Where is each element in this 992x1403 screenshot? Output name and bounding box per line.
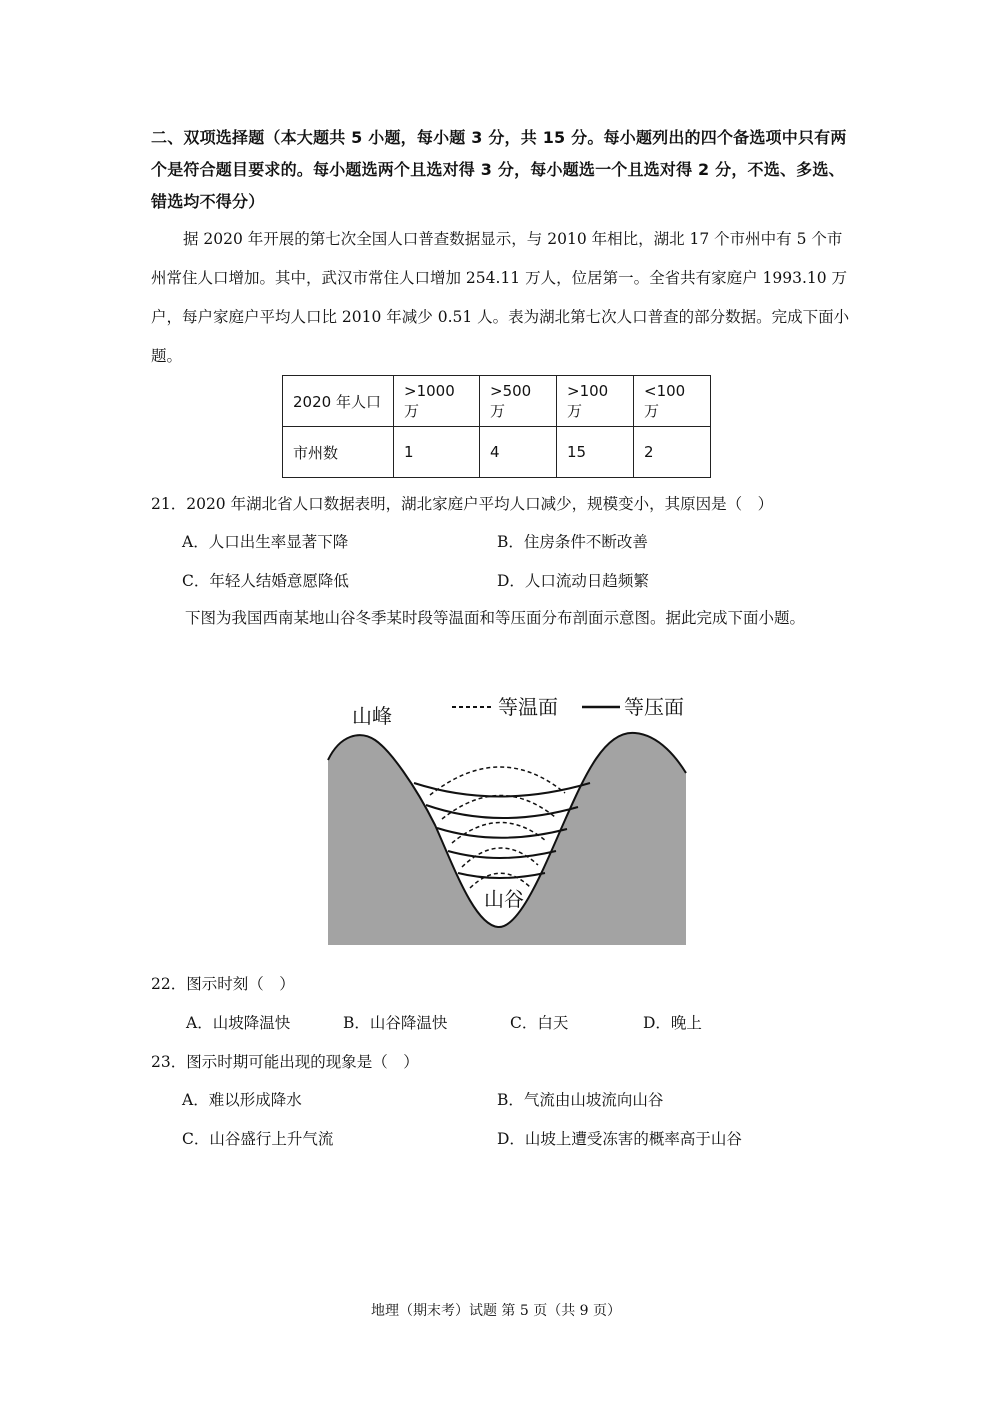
peak-label: 山峰 — [352, 704, 392, 728]
table-cell: 2020 年人口 — [283, 376, 394, 427]
legend-isotherm-label: 等温面 — [498, 695, 558, 719]
table-cell: >500 万 — [480, 376, 557, 427]
table-cell: >100 万 — [557, 376, 634, 427]
passage-population: 据 2020 年开展的第七次全国人口普查数据显示，与 2010 年相比，湖北 17 个市州中有 5 个市州常住人口增加。其中，武汉市常住人口增加 254.11 万人，位居第一。全省共有家庭户 1993.10 万户，每户家庭户平均人口比 2010 年减少 0.51 人。表为湖北第七次人口普查的部分数据。完成下面小题。 — [151, 230, 850, 365]
question-22-option-c[interactable]: C．白天 — [510, 1014, 569, 1032]
question-23-option-d[interactable]: D．山坡上遭受冻害的概率高于山谷 — [497, 1130, 742, 1148]
question-22-stem: 22．图示时刻（ ） — [151, 975, 295, 993]
question-23-option-b[interactable]: B．气流由山坡流向山谷 — [497, 1091, 664, 1109]
question-21-option-c[interactable]: C．年轻人结婚意愿降低 — [182, 572, 349, 590]
question-21-stem: 21．2020 年湖北省人口数据表明，湖北家庭户平均人口减少，规模变小，其原因是（ ） — [151, 495, 774, 513]
table-cell: >1000 万 — [394, 376, 480, 427]
valley-cross-section-diagram — [320, 685, 692, 950]
legend-isobar-label: 等压面 — [624, 695, 684, 719]
question-22-option-b[interactable]: B．山谷降温快 — [343, 1014, 448, 1032]
question-23-option-c[interactable]: C．山谷盛行上升气流 — [182, 1130, 334, 1148]
table-row — [283, 376, 711, 427]
question-21-option-d[interactable]: D．人口流动日趋频繁 — [497, 572, 649, 590]
passage-valley: 下图为我国西南某地山谷冬季某时段等温面和等压面分布剖面示意图。据此完成下面小题。 — [185, 609, 806, 627]
question-22-option-a[interactable]: A．山坡降温快 — [186, 1014, 291, 1032]
section-heading: 二、双项选择题（本大题共 5 小题，每小题 3 分，共 15 分。每小题列出的四个备选项中只有两个是符合题目要求的。每小题选两个且选对得 3 分，每小题选一个且选对得 2 分，不选、多选、错选均不得分） — [151, 128, 847, 211]
question-21-option-a[interactable]: A．人口出生率显著下降 — [182, 533, 349, 551]
question-23-stem: 23．图示时期可能出现的现象是（ ） — [151, 1053, 419, 1071]
question-23-option-a[interactable]: A．难以形成降水 — [182, 1091, 302, 1109]
question-22-option-d[interactable]: D．晚上 — [643, 1014, 702, 1032]
table-cell: 市州数 — [283, 427, 394, 478]
table-cell: 1 — [394, 427, 480, 478]
table-row — [283, 427, 711, 478]
table-cell: <100 万 — [634, 376, 711, 427]
page-footer: 地理（期末考）试题 第 5 页（共 9 页） — [370, 1303, 622, 1319]
valley-label: 山谷 — [484, 887, 524, 911]
question-21-option-b[interactable]: B．住房条件不断改善 — [497, 533, 648, 551]
ground-terrain — [328, 733, 686, 945]
table-cell: 4 — [480, 427, 557, 478]
table-cell: 15 — [557, 427, 634, 478]
population-table — [282, 375, 711, 478]
table-cell: 2 — [634, 427, 711, 478]
